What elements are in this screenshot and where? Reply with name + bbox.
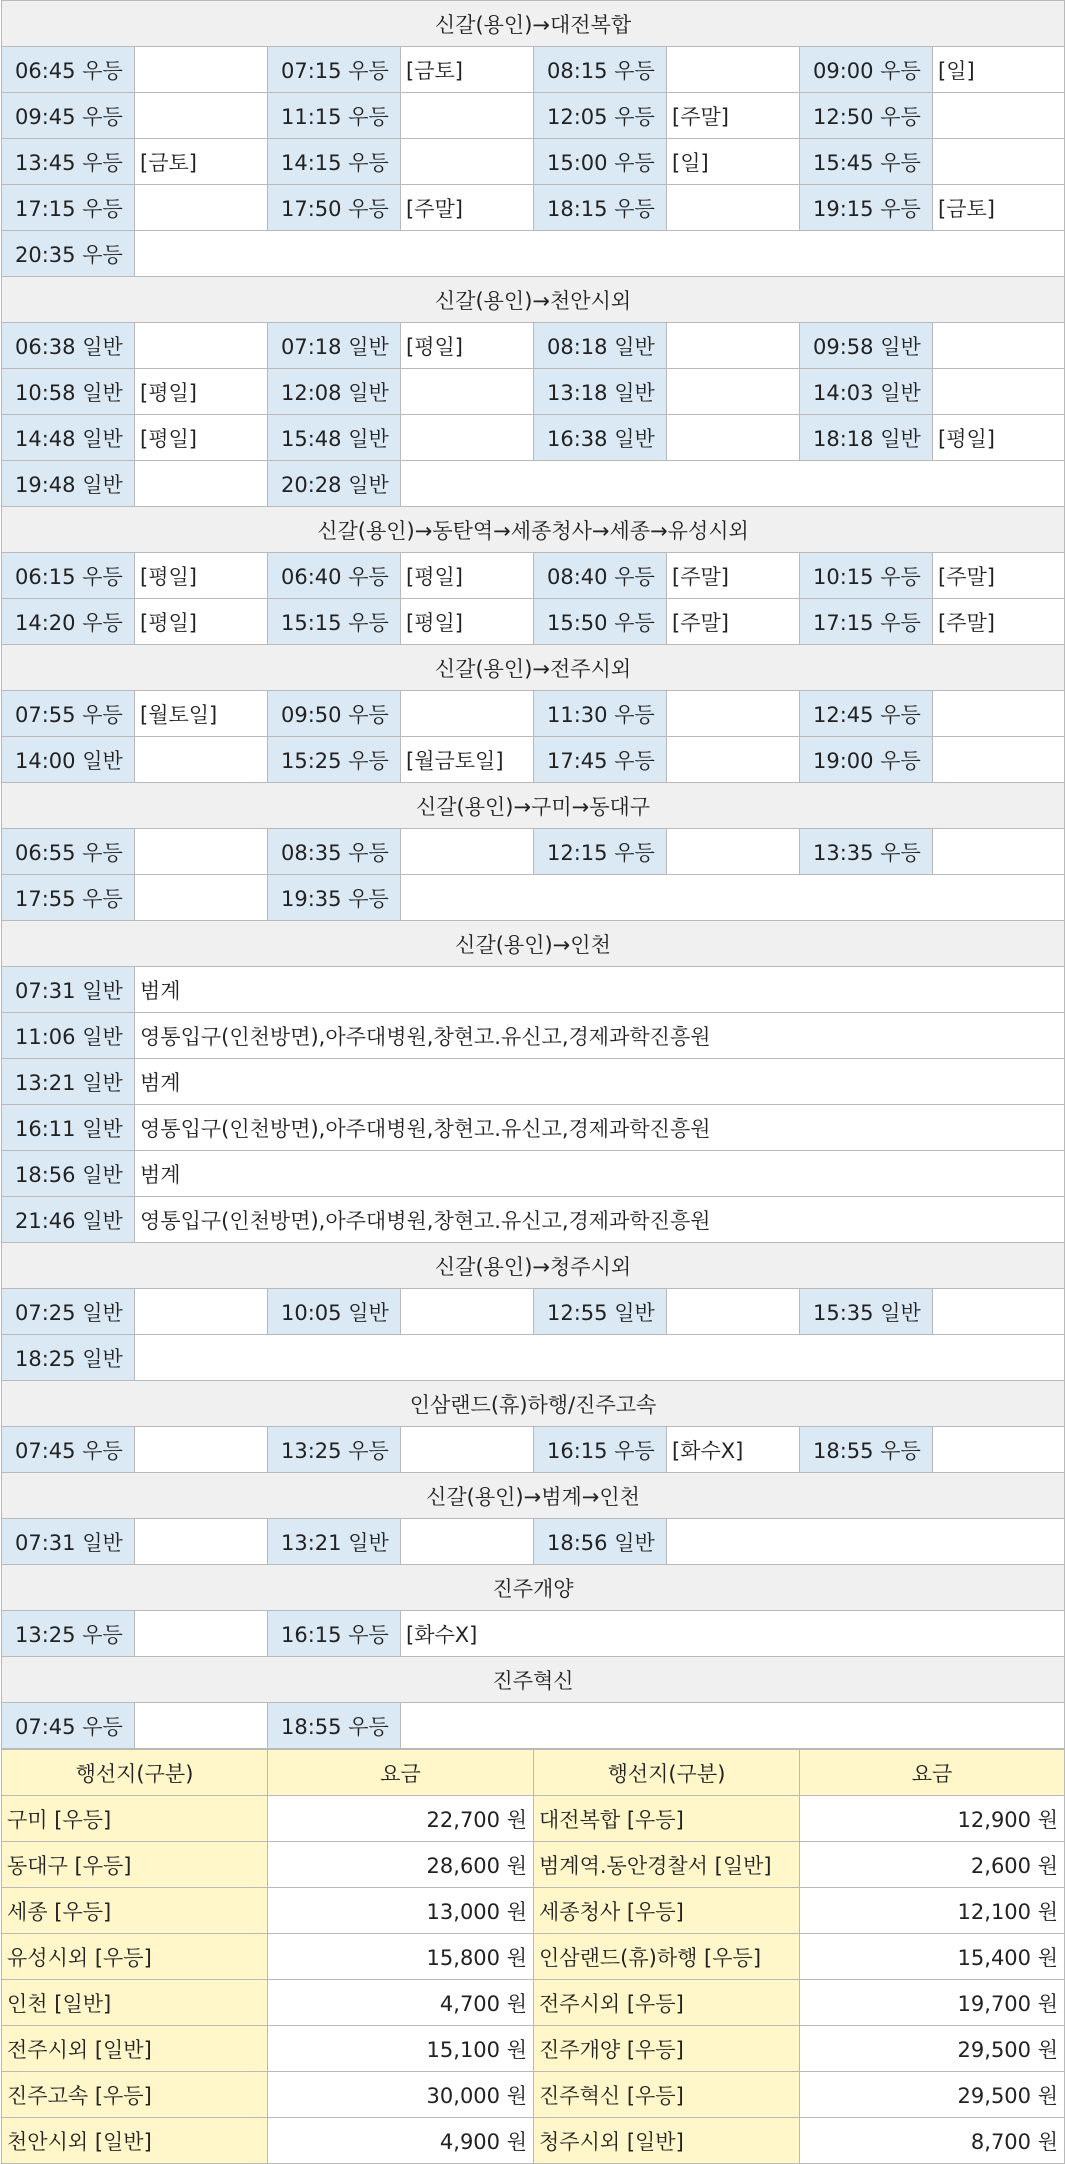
departure-row: [2, 599, 1065, 645]
departure-time: 07:15 우등: [268, 47, 401, 93]
departure-time: 08:40 우등: [534, 553, 667, 599]
departure-time: 18:55 우등: [800, 1427, 933, 1473]
route-header-row: [2, 783, 1065, 829]
route-title: 신갈(용인)→청주시외: [2, 1243, 1065, 1289]
fare-destination: 전주시외 [우등]: [534, 1980, 800, 2026]
departure-note: [월토일]: [135, 691, 268, 737]
fare-table: [1, 1749, 1065, 2164]
departure-note: [401, 369, 534, 415]
route-title: 신갈(용인)→인천: [2, 921, 1065, 967]
fare-price: 8,700 원: [800, 2118, 1065, 2164]
fare-destination: 세종 [우등]: [2, 1888, 268, 1934]
departure-note: [667, 691, 800, 737]
departure-note: [주말]: [401, 185, 534, 231]
departure-time: 17:55 우등: [2, 875, 135, 921]
departure-time: 08:15 우등: [534, 47, 667, 93]
route-title: 신갈(용인)→전주시외: [2, 645, 1065, 691]
departure-time: 06:55 우등: [2, 829, 135, 875]
fare-row: [2, 2026, 1065, 2072]
schedule-table: [1, 0, 1065, 1749]
fare-destination: 진주고속 [우등]: [2, 2072, 268, 2118]
departure-note: 영통입구(인천방면),아주대병원,창현고.유신고,경제과학진흥원: [135, 1197, 1065, 1243]
departure-row: [2, 185, 1065, 231]
departure-note: [933, 691, 1065, 737]
departure-row: [2, 967, 1065, 1013]
fare-price: 15,400 원: [800, 1934, 1065, 1980]
departure-time: 09:58 일반: [800, 323, 933, 369]
departure-note: [135, 461, 268, 507]
departure-time: 12:50 우등: [800, 93, 933, 139]
departure-time: 16:15 우등: [534, 1427, 667, 1473]
departure-note: [667, 323, 800, 369]
departure-time: 15:48 일반: [268, 415, 401, 461]
fare-destination: 범계역.동안경찰서 [일반]: [534, 1842, 800, 1888]
fare-row: [2, 2118, 1065, 2164]
departure-note: [401, 139, 534, 185]
departure-time: 15:25 우등: [268, 737, 401, 783]
route-header-row: [2, 507, 1065, 553]
fare-price: 13,000 원: [268, 1888, 534, 1934]
departure-time: 20:35 우등: [2, 231, 135, 277]
departure-note: 범계: [135, 1151, 1065, 1197]
departure-note: [135, 1335, 1065, 1381]
departure-note: [평일]: [135, 553, 268, 599]
route-title: 신갈(용인)→범계→인천: [2, 1473, 1065, 1519]
departure-note: [평일]: [401, 599, 534, 645]
departure-row: [2, 1519, 1065, 1565]
departure-time: 10:05 일반: [268, 1289, 401, 1335]
departure-time: 07:18 일반: [268, 323, 401, 369]
departure-time: 15:35 일반: [800, 1289, 933, 1335]
departure-note: [주말]: [933, 599, 1065, 645]
departure-row: [2, 1427, 1065, 1473]
departure-time: 09:45 우등: [2, 93, 135, 139]
departure-row: [2, 415, 1065, 461]
departure-note: [주말]: [667, 599, 800, 645]
departure-note: [135, 93, 268, 139]
departure-note: [933, 369, 1065, 415]
departure-note: 영통입구(인천방면),아주대병원,창현고.유신고,경제과학진흥원: [135, 1105, 1065, 1151]
departure-time: 19:00 우등: [800, 737, 933, 783]
departure-time: 13:21 일반: [2, 1059, 135, 1105]
fare-price: 28,600 원: [268, 1842, 534, 1888]
departure-note: [667, 415, 800, 461]
fare-price: 2,600 원: [800, 1842, 1065, 1888]
fare-price: 15,100 원: [268, 2026, 534, 2072]
departure-note: [667, 47, 800, 93]
departure-time: 14:15 우등: [268, 139, 401, 185]
departure-note: [금토]: [933, 185, 1065, 231]
departure-time: 18:25 일반: [2, 1335, 135, 1381]
departure-note: [135, 231, 1065, 277]
departure-row: [2, 93, 1065, 139]
departure-time: 15:00 우등: [534, 139, 667, 185]
departure-time: 19:15 우등: [800, 185, 933, 231]
departure-time: 12:15 우등: [534, 829, 667, 875]
departure-time: 12:08 일반: [268, 369, 401, 415]
departure-time: 10:15 우등: [800, 553, 933, 599]
departure-time: 15:50 우등: [534, 599, 667, 645]
departure-time: 07:25 일반: [2, 1289, 135, 1335]
departure-row: [2, 1197, 1065, 1243]
departure-note: [화수X]: [401, 1611, 1065, 1657]
departure-note: [화수X]: [667, 1427, 800, 1473]
departure-note: [401, 1519, 534, 1565]
fare-price: 19,700 원: [800, 1980, 1065, 2026]
departure-note: [401, 415, 534, 461]
departure-time: 13:21 일반: [268, 1519, 401, 1565]
departure-note: 범계: [135, 1059, 1065, 1105]
departure-note: [667, 185, 800, 231]
departure-note: [135, 47, 268, 93]
fare-price: 12,100 원: [800, 1888, 1065, 1934]
departure-note: [667, 829, 800, 875]
departure-time: 10:58 일반: [2, 369, 135, 415]
departure-note: [135, 1611, 268, 1657]
route-header-row: [2, 1381, 1065, 1427]
departure-note: [135, 737, 268, 783]
departure-note: [일]: [667, 139, 800, 185]
departure-time: 14:03 일반: [800, 369, 933, 415]
departure-note: [667, 737, 800, 783]
departure-row: [2, 553, 1065, 599]
departure-row: [2, 47, 1065, 93]
departure-time: 17:15 우등: [2, 185, 135, 231]
departure-row: [2, 829, 1065, 875]
schedule-body: [2, 1, 1065, 1749]
departure-time: 08:35 우등: [268, 829, 401, 875]
fare-body: [2, 1796, 1065, 2164]
fare-destination: 청주시외 [일반]: [534, 2118, 800, 2164]
departure-time: 09:50 우등: [268, 691, 401, 737]
departure-time: 18:15 우등: [534, 185, 667, 231]
departure-note: [금토]: [135, 139, 268, 185]
departure-row: [2, 1013, 1065, 1059]
departure-note: [401, 1289, 534, 1335]
fare-destination: 인천 [일반]: [2, 1980, 268, 2026]
departure-time: 09:00 우등: [800, 47, 933, 93]
fare-destination: 구미 [우등]: [2, 1796, 268, 1842]
route-header-row: [2, 1243, 1065, 1289]
departure-time: 13:35 우등: [800, 829, 933, 875]
departure-time: 17:50 우등: [268, 185, 401, 231]
fare-price: 4,900 원: [268, 2118, 534, 2164]
departure-note: 영통입구(인천방면),아주대병원,창현고.유신고,경제과학진흥원: [135, 1013, 1065, 1059]
route-header-row: [2, 921, 1065, 967]
departure-time: 07:45 우등: [2, 1703, 135, 1749]
departure-time: 18:18 일반: [800, 415, 933, 461]
departure-time: 06:45 우등: [2, 47, 135, 93]
departure-note: [667, 1519, 1065, 1565]
fare-price: 4,700 원: [268, 1980, 534, 2026]
fare-destination: 동대구 [우등]: [2, 1842, 268, 1888]
route-title: 신갈(용인)→천안시외: [2, 277, 1065, 323]
fare-destination: 진주혁신 [우등]: [534, 2072, 800, 2118]
departure-note: [주말]: [667, 553, 800, 599]
departure-time: 16:11 일반: [2, 1105, 135, 1151]
departure-note: 범계: [135, 967, 1065, 1013]
fare-destination: 전주시외 [일반]: [2, 2026, 268, 2072]
fare-header-destination: 행선지(구분): [2, 1750, 268, 1796]
fare-destination: 천안시외 [일반]: [2, 2118, 268, 2164]
route-header-row: [2, 1565, 1065, 1611]
departure-time: 07:31 일반: [2, 1519, 135, 1565]
fare-header-destination: 행선지(구분): [534, 1750, 800, 1796]
departure-time: 07:31 일반: [2, 967, 135, 1013]
fare-destination: 세종청사 [우등]: [534, 1888, 800, 1934]
departure-note: [667, 1289, 800, 1335]
departure-note: [평일]: [135, 369, 268, 415]
fare-row: [2, 2072, 1065, 2118]
departure-time: 15:45 우등: [800, 139, 933, 185]
departure-row: [2, 1335, 1065, 1381]
departure-note: [933, 323, 1065, 369]
departure-time: 08:18 일반: [534, 323, 667, 369]
fare-destination: 인삼랜드(휴)하행 [우등]: [534, 1934, 800, 1980]
departure-row: [2, 1703, 1065, 1749]
departure-time: 19:48 일반: [2, 461, 135, 507]
departure-time: 11:06 일반: [2, 1013, 135, 1059]
fare-row: [2, 1842, 1065, 1888]
departure-row: [2, 737, 1065, 783]
departure-note: [401, 1703, 1065, 1749]
departure-note: [401, 1427, 534, 1473]
departure-time: 06:38 일반: [2, 323, 135, 369]
fare-price: 12,900 원: [800, 1796, 1065, 1842]
route-header-row: [2, 1, 1065, 47]
departure-row: [2, 369, 1065, 415]
departure-row: [2, 1151, 1065, 1197]
departure-time: 16:15 우등: [268, 1611, 401, 1657]
departure-note: [933, 1289, 1065, 1335]
departure-row: [2, 875, 1065, 921]
departure-note: [주말]: [933, 553, 1065, 599]
departure-note: [933, 1427, 1065, 1473]
route-title: 진주개양: [2, 1565, 1065, 1611]
departure-note: [135, 829, 268, 875]
fare-price: 15,800 원: [268, 1934, 534, 1980]
departure-time: 18:55 우등: [268, 1703, 401, 1749]
route-header-row: [2, 1473, 1065, 1519]
fare-header-price: 요금: [268, 1750, 534, 1796]
route-header-row: [2, 645, 1065, 691]
departure-note: [평일]: [135, 599, 268, 645]
fare-row: [2, 1796, 1065, 1842]
departure-time: 18:56 일반: [2, 1151, 135, 1197]
departure-time: 07:45 우등: [2, 1427, 135, 1473]
route-header-row: [2, 1657, 1065, 1703]
departure-note: [135, 1289, 268, 1335]
departure-row: [2, 139, 1065, 185]
departure-row: [2, 461, 1065, 507]
departure-time: 20:28 일반: [268, 461, 401, 507]
departure-note: [평일]: [401, 323, 534, 369]
departure-note: [401, 875, 1065, 921]
route-header-row: [2, 277, 1065, 323]
departure-time: 21:46 일반: [2, 1197, 135, 1243]
departure-time: 07:55 우등: [2, 691, 135, 737]
departure-time: 06:15 우등: [2, 553, 135, 599]
departure-note: [주말]: [667, 93, 800, 139]
fare-row: [2, 1980, 1065, 2026]
departure-note: [933, 737, 1065, 783]
departure-time: 13:45 우등: [2, 139, 135, 185]
fare-price: 30,000 원: [268, 2072, 534, 2118]
departure-time: 15:15 우등: [268, 599, 401, 645]
bus-timetable: [1, 0, 1064, 2164]
departure-row: [2, 691, 1065, 737]
departure-note: [금토]: [401, 47, 534, 93]
departure-note: [933, 93, 1065, 139]
departure-time: 14:20 우등: [2, 599, 135, 645]
fare-header-row: [2, 1750, 1065, 1796]
departure-time: 17:45 우등: [534, 737, 667, 783]
departure-note: [135, 1427, 268, 1473]
departure-row: [2, 231, 1065, 277]
fare-header-price: 요금: [800, 1750, 1065, 1796]
departure-note: [401, 461, 1065, 507]
fare-price: 29,500 원: [800, 2072, 1065, 2118]
route-title: 인삼랜드(휴)하행/진주고속: [2, 1381, 1065, 1427]
departure-row: [2, 323, 1065, 369]
departure-row: [2, 1611, 1065, 1657]
fare-row: [2, 1888, 1065, 1934]
fare-destination: 진주개양 [우등]: [534, 2026, 800, 2072]
departure-note: [135, 323, 268, 369]
fare-price: 22,700 원: [268, 1796, 534, 1842]
departure-time: 13:25 우등: [2, 1611, 135, 1657]
departure-time: 12:55 일반: [534, 1289, 667, 1335]
departure-note: [135, 1519, 268, 1565]
departure-note: [일]: [933, 47, 1065, 93]
departure-time: 16:38 일반: [534, 415, 667, 461]
departure-time: 11:15 우등: [268, 93, 401, 139]
route-title: 신갈(용인)→대전복합: [2, 1, 1065, 47]
fare-row: [2, 1934, 1065, 1980]
departure-time: 13:18 일반: [534, 369, 667, 415]
route-title: 진주혁신: [2, 1657, 1065, 1703]
departure-row: [2, 1059, 1065, 1105]
departure-time: 13:25 우등: [268, 1427, 401, 1473]
departure-note: [401, 829, 534, 875]
departure-time: 12:05 우등: [534, 93, 667, 139]
route-title: 신갈(용인)→동탄역→세종청사→세종→유성시외: [2, 507, 1065, 553]
departure-note: [401, 691, 534, 737]
fare-destination: 대전복합 [우등]: [534, 1796, 800, 1842]
departure-note: [평일]: [933, 415, 1065, 461]
departure-time: 17:15 우등: [800, 599, 933, 645]
departure-time: 11:30 우등: [534, 691, 667, 737]
departure-note: [667, 369, 800, 415]
departure-row: [2, 1105, 1065, 1151]
departure-time: 14:00 일반: [2, 737, 135, 783]
departure-time: 19:35 우등: [268, 875, 401, 921]
route-title: 신갈(용인)→구미→동대구: [2, 783, 1065, 829]
departure-time: 14:48 일반: [2, 415, 135, 461]
departure-note: [평일]: [401, 553, 534, 599]
departure-note: [135, 875, 268, 921]
departure-note: [월금토일]: [401, 737, 534, 783]
departure-note: [933, 829, 1065, 875]
departure-note: [933, 139, 1065, 185]
departure-note: [401, 93, 534, 139]
departure-note: [평일]: [135, 415, 268, 461]
departure-time: 12:45 우등: [800, 691, 933, 737]
departure-note: [135, 185, 268, 231]
departure-note: [135, 1703, 268, 1749]
departure-row: [2, 1289, 1065, 1335]
departure-time: 06:40 우등: [268, 553, 401, 599]
fare-price: 29,500 원: [800, 2026, 1065, 2072]
fare-destination: 유성시외 [우등]: [2, 1934, 268, 1980]
departure-time: 18:56 일반: [534, 1519, 667, 1565]
